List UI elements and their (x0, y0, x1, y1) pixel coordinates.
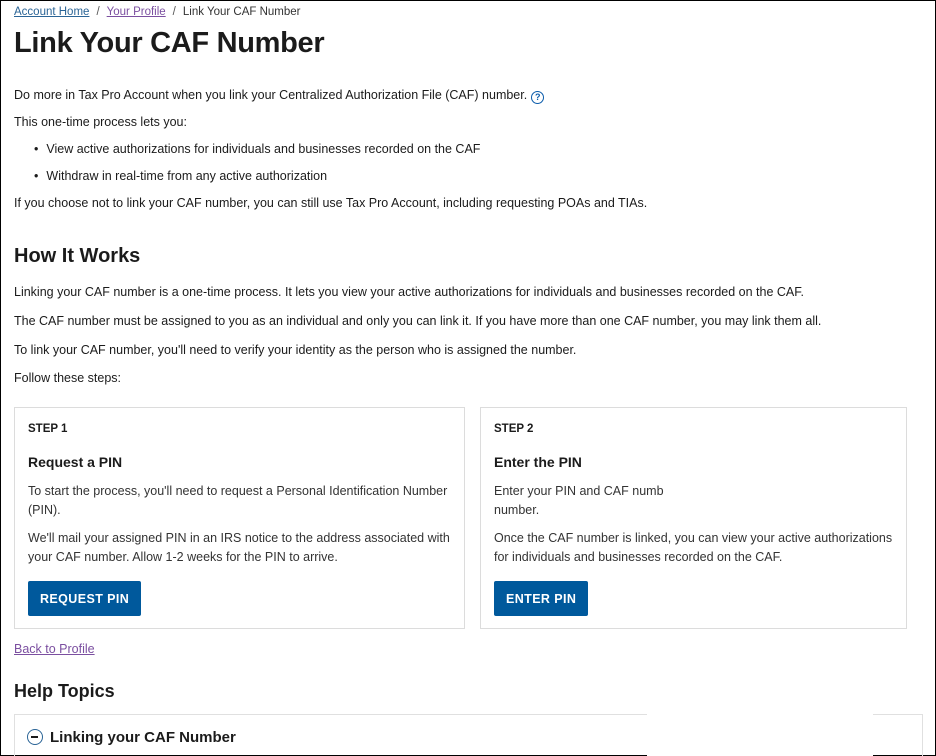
step-text: To start the process, you'll need to request a Personal Identification Number (PIN). (28, 484, 448, 517)
breadcrumb-account-home[interactable]: Account Home (14, 6, 90, 18)
breadcrumb-separator: / (96, 6, 100, 18)
help-topics-heading: Help Topics (14, 681, 115, 701)
request-pin-button[interactable]: REQUEST PIN (28, 581, 141, 616)
enter-pin-button[interactable]: ENTER PIN (494, 581, 588, 616)
step-1-card (14, 407, 465, 629)
help-icon[interactable]: ? (531, 91, 544, 104)
breadcrumb-separator: / (172, 6, 176, 18)
intro-p2: This one-time process lets you: (14, 115, 187, 129)
intro-text (14, 88, 544, 104)
how-line: To link your CAF number, you'll need to verify your identity as the person who is assigned the number. (14, 343, 577, 357)
step-text: Enter your PIN and CAF numb (494, 484, 664, 498)
intro-p3: If you choose not to link your CAF number, you can still use Tax Pro Account, including requesting POAs and TIAs. (14, 196, 648, 210)
how-it-works-heading: How It Works (14, 245, 141, 267)
step-title: Enter the PIN (494, 454, 582, 470)
back-to-profile-link[interactable]: Back to Profile (14, 642, 95, 656)
intro-p1: Do more in Tax Pro Account when you link your Centralized Authorization File (CAF) number. (14, 88, 528, 102)
how-line: Linking your CAF number is a one-time process. It lets you view your active authorizations for individuals and businesses recorded on the CAF. (14, 285, 804, 299)
accordion-title: Linking your CAF Number (50, 729, 236, 746)
page-title: Link Your CAF Number (14, 27, 325, 59)
breadcrumb (14, 6, 301, 18)
breadcrumb-current: Link Your CAF Number (182, 6, 301, 18)
breadcrumb-your-profile[interactable]: Your Profile (106, 6, 166, 18)
how-line: The CAF number must be assigned to you as an individual and only you can link it. If you have more than one CAF number, you may link them all. (14, 314, 822, 328)
bullet-item: • Withdraw in real-time from any active authorization (34, 169, 327, 183)
step-text: We'll mail your assigned PIN in an IRS notice to the address associated with your CAF number. Allow 1-2 weeks for the PIN to arrive. (28, 531, 450, 564)
redaction-box (647, 701, 873, 756)
how-line: Follow these steps: (14, 371, 121, 385)
step-label: STEP 2 (494, 423, 534, 435)
collapse-minus-icon (27, 729, 43, 745)
step-text: Once the CAF number is linked, you can view your active authorizations for individuals and businesses recorded on the CAF. (494, 531, 893, 564)
step-title: Request a PIN (28, 454, 123, 470)
step-label: STEP 1 (28, 423, 68, 435)
bullet-item: • View active authorizations for individuals and businesses recorded on the CAF (34, 142, 480, 156)
step-text: number. (494, 503, 540, 517)
redaction-box (701, 463, 873, 521)
